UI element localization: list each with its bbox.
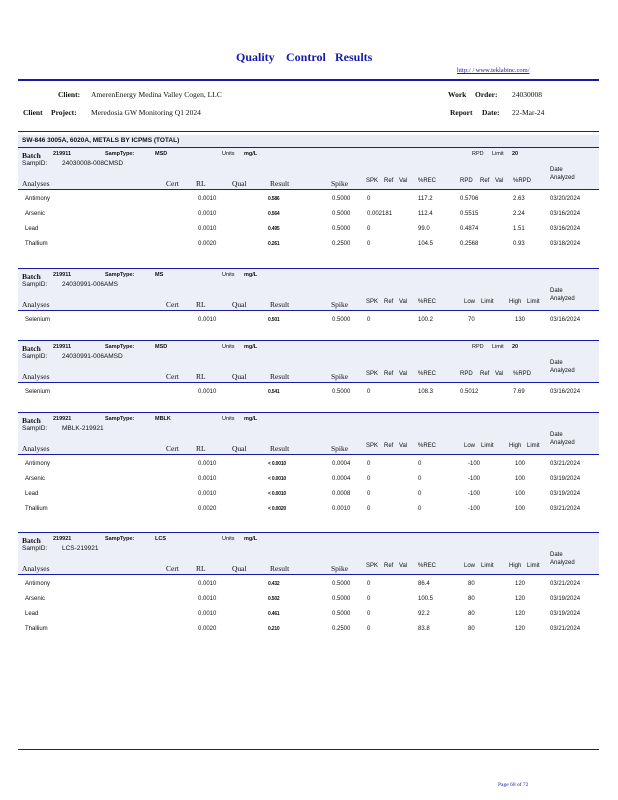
rpd-limit-label: Limit xyxy=(492,344,504,350)
col-spike: Spike xyxy=(331,444,349,453)
col-spk: SPK xyxy=(366,371,379,377)
rl-value: 0.0010 xyxy=(198,461,217,467)
analyte-name: Antimony xyxy=(25,196,51,202)
col-result: Result xyxy=(270,179,290,188)
spike-value: 0.0010 xyxy=(332,506,351,512)
analyte-name: Selenium xyxy=(25,317,51,323)
title-results: Results xyxy=(335,50,373,64)
block-header-rule xyxy=(18,310,599,311)
analyte-name: Antimony xyxy=(25,461,51,467)
spike-value: 0.2500 xyxy=(332,626,351,632)
rl-value: 0.0010 xyxy=(198,389,217,395)
col-spike: Spike xyxy=(331,179,349,188)
date-analyzed: 03/19/2024 xyxy=(550,476,581,482)
spk-ref-value: 0.002181 xyxy=(367,211,393,217)
col-low: Low xyxy=(464,299,476,305)
analyte-name: Lead xyxy=(25,226,39,232)
block-header-rule xyxy=(18,454,599,455)
client-project-label-2: Project: xyxy=(51,108,77,117)
spk-ref-value: 0 xyxy=(367,506,371,512)
col-rpd-val: Val xyxy=(495,178,504,184)
client-label: Client: xyxy=(58,90,81,99)
header-top-rule xyxy=(18,79,599,81)
date-analyzed: 03/21/2024 xyxy=(550,581,581,587)
col-cert: Cert xyxy=(166,444,179,453)
rec-value: 0 xyxy=(418,476,422,482)
high-limit-value: 120 xyxy=(515,611,526,617)
col-analyses: Analyses xyxy=(22,564,50,573)
rec-value: 0 xyxy=(418,491,422,497)
spk-ref-value: 0 xyxy=(367,611,371,617)
col-cert: Cert xyxy=(166,372,179,381)
col-rpd: RPD xyxy=(460,371,473,377)
batch-label: Batch xyxy=(22,272,41,281)
spike-value: 0.5000 xyxy=(332,211,351,217)
result-value: 0.502 xyxy=(268,596,280,602)
low-limit-value: -100 xyxy=(468,506,481,512)
rec-value: 117.2 xyxy=(418,196,433,202)
units-value: mg/L xyxy=(244,151,258,157)
col-val: Val xyxy=(399,299,408,305)
units-label: Units xyxy=(222,416,235,422)
rec-value: 100.5 xyxy=(418,596,434,602)
samptype-label: SampType: xyxy=(105,272,135,278)
spk-ref-value: 0 xyxy=(367,317,371,323)
col-spk: SPK xyxy=(366,563,379,569)
units-value: mg/L xyxy=(244,416,258,422)
col-rec: %REC xyxy=(418,299,437,305)
samptype-label: SampType: xyxy=(105,151,135,157)
col-date: Date xyxy=(550,432,563,438)
date-analyzed: 03/16/2024 xyxy=(550,226,581,232)
sampid-label: SampID: xyxy=(22,281,48,288)
result-value: 0.261 xyxy=(268,241,280,247)
col-rpd-val: Val xyxy=(495,371,504,377)
rpd-ref-value: 0.5012 xyxy=(460,389,479,395)
samptype-value: MSD xyxy=(155,344,168,350)
col-cert: Cert xyxy=(166,564,179,573)
col-analyses: Analyses xyxy=(22,444,50,453)
units-label: Units xyxy=(222,344,235,350)
col-analyzed: Analyzed xyxy=(550,368,575,374)
spike-value: 0.5000 xyxy=(332,196,351,202)
work-label-1: Work xyxy=(448,90,467,99)
col-result: Result xyxy=(270,372,290,381)
col-high: High xyxy=(509,443,522,449)
samptype-label: SampType: xyxy=(105,416,135,422)
units-value: mg/L xyxy=(244,272,258,278)
rl-value: 0.0020 xyxy=(198,506,217,512)
rpd-pct-value: 7.69 xyxy=(513,389,525,395)
rpd-ref-value: 0.5515 xyxy=(460,211,479,217)
spike-value: 0.0004 xyxy=(332,476,351,482)
col-ref: Ref xyxy=(384,443,394,449)
low-limit-value: 80 xyxy=(468,626,475,632)
col-spk: SPK xyxy=(366,299,379,305)
low-limit-value: -100 xyxy=(468,461,481,467)
result-value: 0.564 xyxy=(268,211,280,217)
spk-ref-value: 0 xyxy=(367,596,371,602)
col-rl: RL xyxy=(196,179,206,188)
col-rpd: RPD xyxy=(460,178,473,184)
rec-value: 0 xyxy=(418,461,422,467)
col-cert: Cert xyxy=(166,179,179,188)
high-limit-value: 100 xyxy=(515,506,526,512)
high-limit-value: 100 xyxy=(515,461,526,467)
rpd-pct-value: 2.24 xyxy=(513,211,525,217)
col-rpd-ref: Ref xyxy=(480,178,490,184)
result-value: 0.461 xyxy=(268,611,280,617)
samptype-label: SampType: xyxy=(105,344,135,350)
sampid-label: SampID: xyxy=(22,353,48,360)
sampid-value: MBLK-219921 xyxy=(62,425,104,432)
col-low: Low xyxy=(464,563,476,569)
spk-ref-value: 0 xyxy=(367,581,371,587)
rl-value: 0.0020 xyxy=(198,626,217,632)
result-value: < 0.0010 xyxy=(268,491,287,497)
col-result: Result xyxy=(270,564,290,573)
col-val: Val xyxy=(399,371,408,377)
result-value: 0.210 xyxy=(268,626,280,632)
col-spike: Spike xyxy=(331,564,349,573)
rl-value: 0.0010 xyxy=(198,611,217,617)
rec-value: 86.4 xyxy=(418,581,430,587)
date-analyzed: 03/16/2024 xyxy=(550,211,581,217)
col-rl: RL xyxy=(196,444,206,453)
high-limit-value: 130 xyxy=(515,317,526,323)
col-qual: Qual xyxy=(232,564,247,573)
rl-value: 0.0020 xyxy=(198,241,217,247)
title-quality: Quality xyxy=(236,50,275,64)
rpd-label: RPD xyxy=(472,151,484,157)
analyte-name: Arsenic xyxy=(25,596,46,602)
col-spike: Spike xyxy=(331,300,349,309)
report-date-value: 22-Mar-24 xyxy=(512,108,545,117)
rec-value: 83.8 xyxy=(418,626,430,632)
analyte-name: Selenium xyxy=(25,389,51,395)
units-label: Units xyxy=(222,151,235,157)
block-header-rule xyxy=(18,382,599,383)
col-rl: RL xyxy=(196,564,206,573)
spike-value: 0.5000 xyxy=(332,581,351,587)
rpd-ref-value: 0.2568 xyxy=(460,241,479,247)
result-value: < 0.0010 xyxy=(268,461,287,467)
col-result: Result xyxy=(270,300,290,309)
samptype-value: MS xyxy=(155,272,164,278)
high-limit-value: 120 xyxy=(515,581,526,587)
rec-value: 99.0 xyxy=(418,226,430,232)
col-analyzed: Analyzed xyxy=(550,296,575,302)
title-control: Control xyxy=(286,50,326,64)
rpd-pct-value: 2.63 xyxy=(513,196,525,202)
samptype-value: MSD xyxy=(155,151,168,157)
rec-value: 0 xyxy=(418,506,422,512)
col-rpd-pct: %RPD xyxy=(513,178,532,184)
col-rpd-pct: %RPD xyxy=(513,371,532,377)
block-header-rule xyxy=(18,189,599,190)
rec-value: 104.5 xyxy=(418,241,434,247)
analyte-name: Thallium xyxy=(25,626,48,632)
rl-value: 0.0010 xyxy=(198,491,217,497)
rpd-label: RPD xyxy=(472,344,484,350)
col-ref: Ref xyxy=(384,563,394,569)
project-value: Meredosia GW Monitoring Q1 2024 xyxy=(91,108,201,117)
block-top-rule xyxy=(18,268,599,269)
batch-value: 219911 xyxy=(53,344,72,350)
rpd-limit-value: 20 xyxy=(512,151,519,157)
col-rpd-ref: Ref xyxy=(480,371,490,377)
result-value: < 0.0010 xyxy=(268,476,287,482)
spike-value: 0.0004 xyxy=(332,461,351,467)
date-analyzed: 03/21/2024 xyxy=(550,506,581,512)
rl-value: 0.0010 xyxy=(198,581,217,587)
col-ref: Ref xyxy=(384,178,394,184)
spk-ref-value: 0 xyxy=(367,461,371,467)
col-spk: SPK xyxy=(366,443,379,449)
low-limit-value: 80 xyxy=(468,581,475,587)
analyte-name: Arsenic xyxy=(25,476,46,482)
date-analyzed: 03/19/2024 xyxy=(550,491,581,497)
col-qual: Qual xyxy=(232,444,247,453)
sampid-label: SampID: xyxy=(22,160,48,167)
spike-value: 0.5000 xyxy=(332,596,351,602)
col-rl: RL xyxy=(196,372,206,381)
sampid-value: 24030008-008CMSD xyxy=(62,160,124,167)
col-ref: Ref xyxy=(384,371,394,377)
result-value: 0.586 xyxy=(268,196,280,202)
rl-value: 0.0010 xyxy=(198,196,217,202)
analyte-name: Lead xyxy=(25,611,39,617)
col-analyzed: Analyzed xyxy=(550,440,575,446)
spk-ref-value: 0 xyxy=(367,226,371,232)
analyte-name: Thallium xyxy=(25,506,48,512)
result-value: 0.432 xyxy=(268,581,280,587)
result-value: 0.501 xyxy=(268,317,280,323)
col-analyzed: Analyzed xyxy=(550,175,575,181)
samptype-value: LCS xyxy=(155,536,166,542)
date-analyzed: 03/16/2024 xyxy=(550,317,581,323)
date-analyzed: 03/21/2024 xyxy=(550,626,581,632)
batch-label: Batch xyxy=(22,151,41,160)
col-rec: %REC xyxy=(418,178,437,184)
spk-ref-value: 0 xyxy=(367,491,371,497)
rpd-limit-value: 20 xyxy=(512,344,519,350)
rl-value: 0.0010 xyxy=(198,596,217,602)
col-spk: SPK xyxy=(366,178,379,184)
batch-label: Batch xyxy=(22,416,41,425)
col-date: Date xyxy=(550,167,563,173)
date-analyzed: 03/19/2024 xyxy=(550,596,581,602)
sampid-value: LCS-219921 xyxy=(62,545,99,552)
samptype-value: MBLK xyxy=(155,416,171,422)
col-spike: Spike xyxy=(331,372,349,381)
spike-value: 0.2500 xyxy=(332,241,351,247)
col-val: Val xyxy=(399,563,408,569)
page-number: Page 68 of 72 xyxy=(498,782,529,788)
sampid-label: SampID: xyxy=(22,425,48,432)
batch-value: 219921 xyxy=(53,416,72,422)
col-low-limit: Limit xyxy=(481,563,494,569)
col-qual: Qual xyxy=(232,300,247,309)
report-label-2: Date: xyxy=(482,108,500,117)
sampid-value: 24030991-006AMSD xyxy=(62,353,123,360)
block-top-rule xyxy=(18,412,599,413)
spk-ref-value: 0 xyxy=(367,196,371,202)
date-analyzed: 03/20/2024 xyxy=(550,196,581,202)
client-project-label-1: Client xyxy=(23,108,43,117)
spk-ref-value: 0 xyxy=(367,476,371,482)
rpd-limit-label: Limit xyxy=(492,151,504,157)
rec-value: 100.2 xyxy=(418,317,434,323)
col-result: Result xyxy=(270,444,290,453)
analyte-name: Arsenic xyxy=(25,211,46,217)
batch-value: 219921 xyxy=(53,536,72,542)
rpd-ref-value: 0.4874 xyxy=(460,226,479,232)
work-order-value: 24030008 xyxy=(512,90,542,99)
col-high-limit: Limit xyxy=(527,299,540,305)
col-high: High xyxy=(509,299,522,305)
rec-value: 112.4 xyxy=(418,211,433,217)
spike-value: 0.5000 xyxy=(332,389,351,395)
col-rec: %REC xyxy=(418,563,437,569)
rl-value: 0.0010 xyxy=(198,317,217,323)
date-analyzed: 03/19/2024 xyxy=(550,611,581,617)
low-limit-value: 80 xyxy=(468,596,475,602)
col-low: Low xyxy=(464,443,476,449)
batch-label: Batch xyxy=(22,344,41,353)
date-analyzed: 03/16/2024 xyxy=(550,389,581,395)
high-limit-value: 100 xyxy=(515,491,526,497)
result-value: 0.495 xyxy=(268,226,280,232)
analyte-name: Lead xyxy=(25,491,39,497)
col-date: Date xyxy=(550,360,563,366)
col-high-limit: Limit xyxy=(527,443,540,449)
units-label: Units xyxy=(222,536,235,542)
low-limit-value: -100 xyxy=(468,476,481,482)
batch-value: 219911 xyxy=(53,151,72,157)
analyte-name: Antimony xyxy=(25,581,51,587)
col-val: Val xyxy=(399,443,408,449)
block-top-rule xyxy=(18,340,599,341)
spk-ref-value: 0 xyxy=(367,626,371,632)
col-val: Val xyxy=(399,178,408,184)
client-value: AmerenEnergy Medina Valley Cogen, LLC xyxy=(91,90,222,99)
spk-ref-value: 0 xyxy=(367,389,371,395)
rpd-pct-value: 1.51 xyxy=(513,226,525,232)
col-date: Date xyxy=(550,552,563,558)
report-label-1: Report xyxy=(450,108,473,117)
col-rec: %REC xyxy=(418,443,437,449)
low-limit-value: 70 xyxy=(468,317,475,323)
rl-value: 0.0010 xyxy=(198,226,217,232)
footer-rule xyxy=(18,749,599,750)
batch-label: Batch xyxy=(22,536,41,545)
method-title: SW-846 3005A, 6020A, METALS BY ICPMS (TOTAL) xyxy=(18,135,599,147)
sampid-label: SampID: xyxy=(22,545,48,552)
spike-value: 0.0008 xyxy=(332,491,351,497)
col-analyzed: Analyzed xyxy=(550,560,575,566)
header-bottom-rule xyxy=(18,131,599,132)
rl-value: 0.0010 xyxy=(198,476,217,482)
col-high: High xyxy=(509,563,522,569)
rpd-ref-value: 0.5706 xyxy=(460,196,479,202)
analyte-name: Thallium xyxy=(25,241,48,247)
col-analyses: Analyses xyxy=(22,300,50,309)
col-qual: Qual xyxy=(232,372,247,381)
result-value: 0.541 xyxy=(268,389,280,395)
lab-url-link[interactable]: http:/ / www.teklabinc.com/ xyxy=(457,67,530,74)
batch-value: 219911 xyxy=(53,272,72,278)
col-qual: Qual xyxy=(232,179,247,188)
low-limit-value: 80 xyxy=(468,611,475,617)
col-analyses: Analyses xyxy=(22,179,50,188)
units-value: mg/L xyxy=(244,344,258,350)
col-ref: Ref xyxy=(384,299,394,305)
result-value: < 0.0020 xyxy=(268,506,287,512)
high-limit-value: 120 xyxy=(515,626,526,632)
low-limit-value: -100 xyxy=(468,491,481,497)
sampid-value: 24030991-006AMS xyxy=(62,281,119,288)
rec-value: 92.2 xyxy=(418,611,430,617)
work-label-2: Order: xyxy=(475,90,498,99)
block-header-rule xyxy=(18,574,599,575)
samptype-label: SampType: xyxy=(105,536,135,542)
rec-value: 108.3 xyxy=(418,389,434,395)
date-analyzed: 03/21/2024 xyxy=(550,461,581,467)
col-analyses: Analyses xyxy=(22,372,50,381)
col-low-limit: Limit xyxy=(481,299,494,305)
high-limit-value: 120 xyxy=(515,596,526,602)
col-rl: RL xyxy=(196,300,206,309)
col-rec: %REC xyxy=(418,371,437,377)
date-analyzed: 03/18/2024 xyxy=(550,241,581,247)
rl-value: 0.0010 xyxy=(198,211,217,217)
block-top-rule xyxy=(18,147,599,148)
rpd-pct-value: 0.93 xyxy=(513,241,525,247)
col-low-limit: Limit xyxy=(481,443,494,449)
spk-ref-value: 0 xyxy=(367,241,371,247)
block-top-rule xyxy=(18,532,599,533)
col-date: Date xyxy=(550,288,563,294)
units-value: mg/L xyxy=(244,536,258,542)
units-label: Units xyxy=(222,272,235,278)
high-limit-value: 100 xyxy=(515,476,526,482)
col-high-limit: Limit xyxy=(527,563,540,569)
spike-value: 0.5000 xyxy=(332,226,351,232)
spike-value: 0.5000 xyxy=(332,317,351,323)
spike-value: 0.5000 xyxy=(332,611,351,617)
col-cert: Cert xyxy=(166,300,179,309)
